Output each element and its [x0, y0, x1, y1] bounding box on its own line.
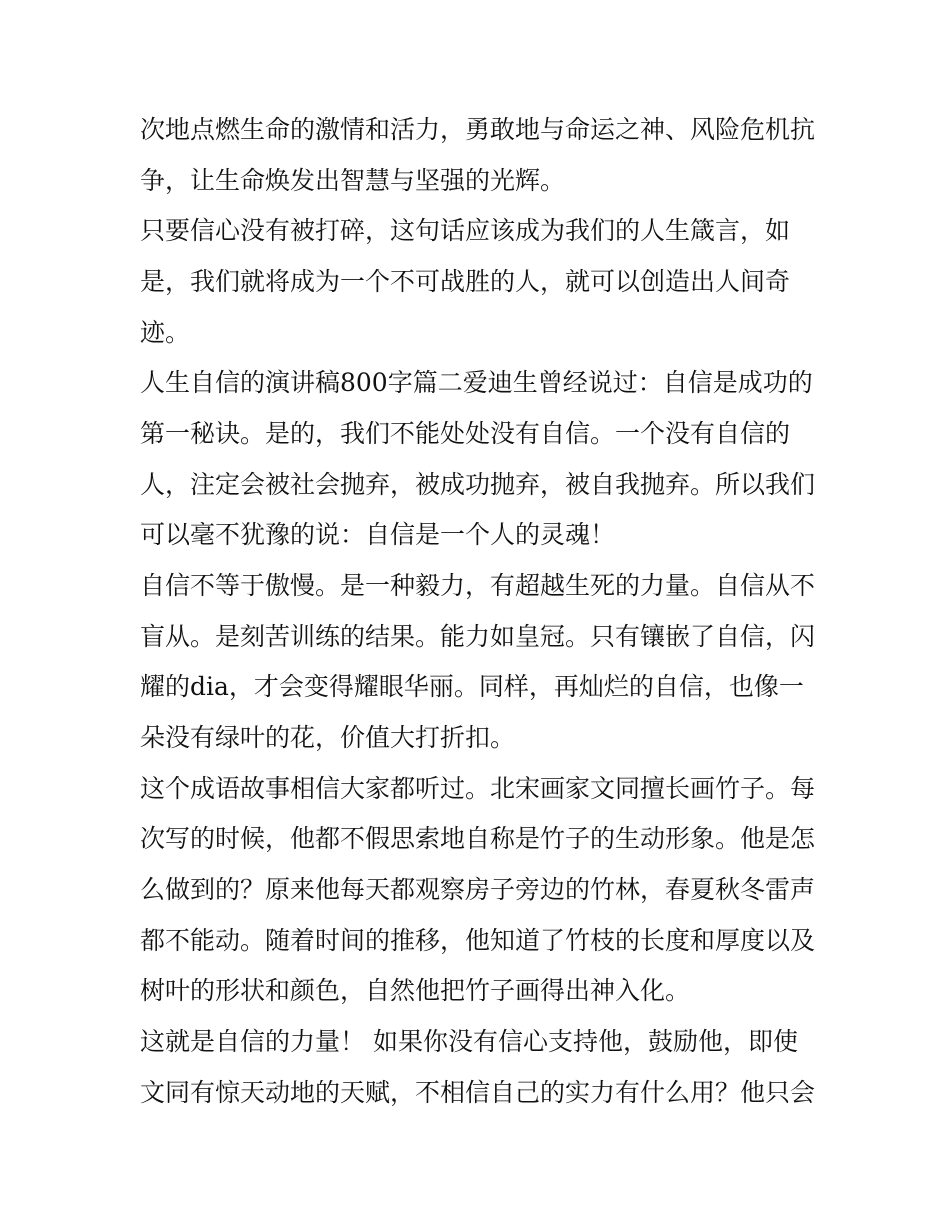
text-line: 盲从。是刻苦训练的结果。能力如皇冠。只有镶嵌了自信，闪: [140, 622, 816, 651]
text-line: 可以毫不犹豫的说：自信是一个人的灵魂！: [140, 520, 616, 549]
text-line: 耀的dia，才会变得耀眼华丽。同样，再灿烂的自信，也像一: [140, 672, 804, 701]
text-line: 人，注定会被社会抛弃，被成功抛弃，被自我抛弃。所以我们: [140, 470, 816, 499]
text-line: 自信不等于傲慢。是一种毅力，有超越生死的力量。自信从不: [140, 571, 816, 600]
text-line: 这个成语故事相信大家都听过。北宋画家文同擅长画竹子。每: [140, 774, 816, 803]
text-line: 都不能动。随着时间的推移，他知道了竹枝的长度和厚度以及: [140, 926, 816, 955]
text-line: 迹。: [140, 318, 191, 347]
text-line: 么做到的？原来他每天都观察房子旁边的竹林，春夏秋冬雷声: [140, 875, 816, 904]
text-line: 文同有惊天动地的天赋，不相信自己的实力有什么用？他只会: [140, 1078, 816, 1107]
text-line: 只要信心没有被打碎，这句话应该成为我们的人生箴言，如: [140, 216, 791, 245]
text-line: 朵没有绿叶的花，价值大打折扣。: [140, 723, 516, 752]
text-line: 树叶的形状和颜色，自然他把竹子画得出神入化。: [140, 976, 691, 1005]
text-line: 次写的时候，他都不假思索地自称是竹子的生动形象。他是怎: [140, 824, 816, 853]
text-line: 这就是自信的力量！ 如果你没有信心支持他，鼓励他，即使: [140, 1027, 798, 1056]
text-line: 次地点燃生命的激情和活力，勇敢地与命运之神、风险危机抗: [140, 115, 816, 144]
text-line: 人生自信的演讲稿800字篇二爱迪生曾经说过：自信是成功的: [140, 368, 813, 397]
text-line: 争，让生命焕发出智慧与坚强的光辉。: [140, 166, 566, 195]
text-line: 第一秘诀。是的，我们不能处处没有自信。一个没有自信的: [140, 419, 791, 448]
text-line: 是，我们就将成为一个不可战胜的人，就可以创造出人间奇: [140, 267, 791, 296]
